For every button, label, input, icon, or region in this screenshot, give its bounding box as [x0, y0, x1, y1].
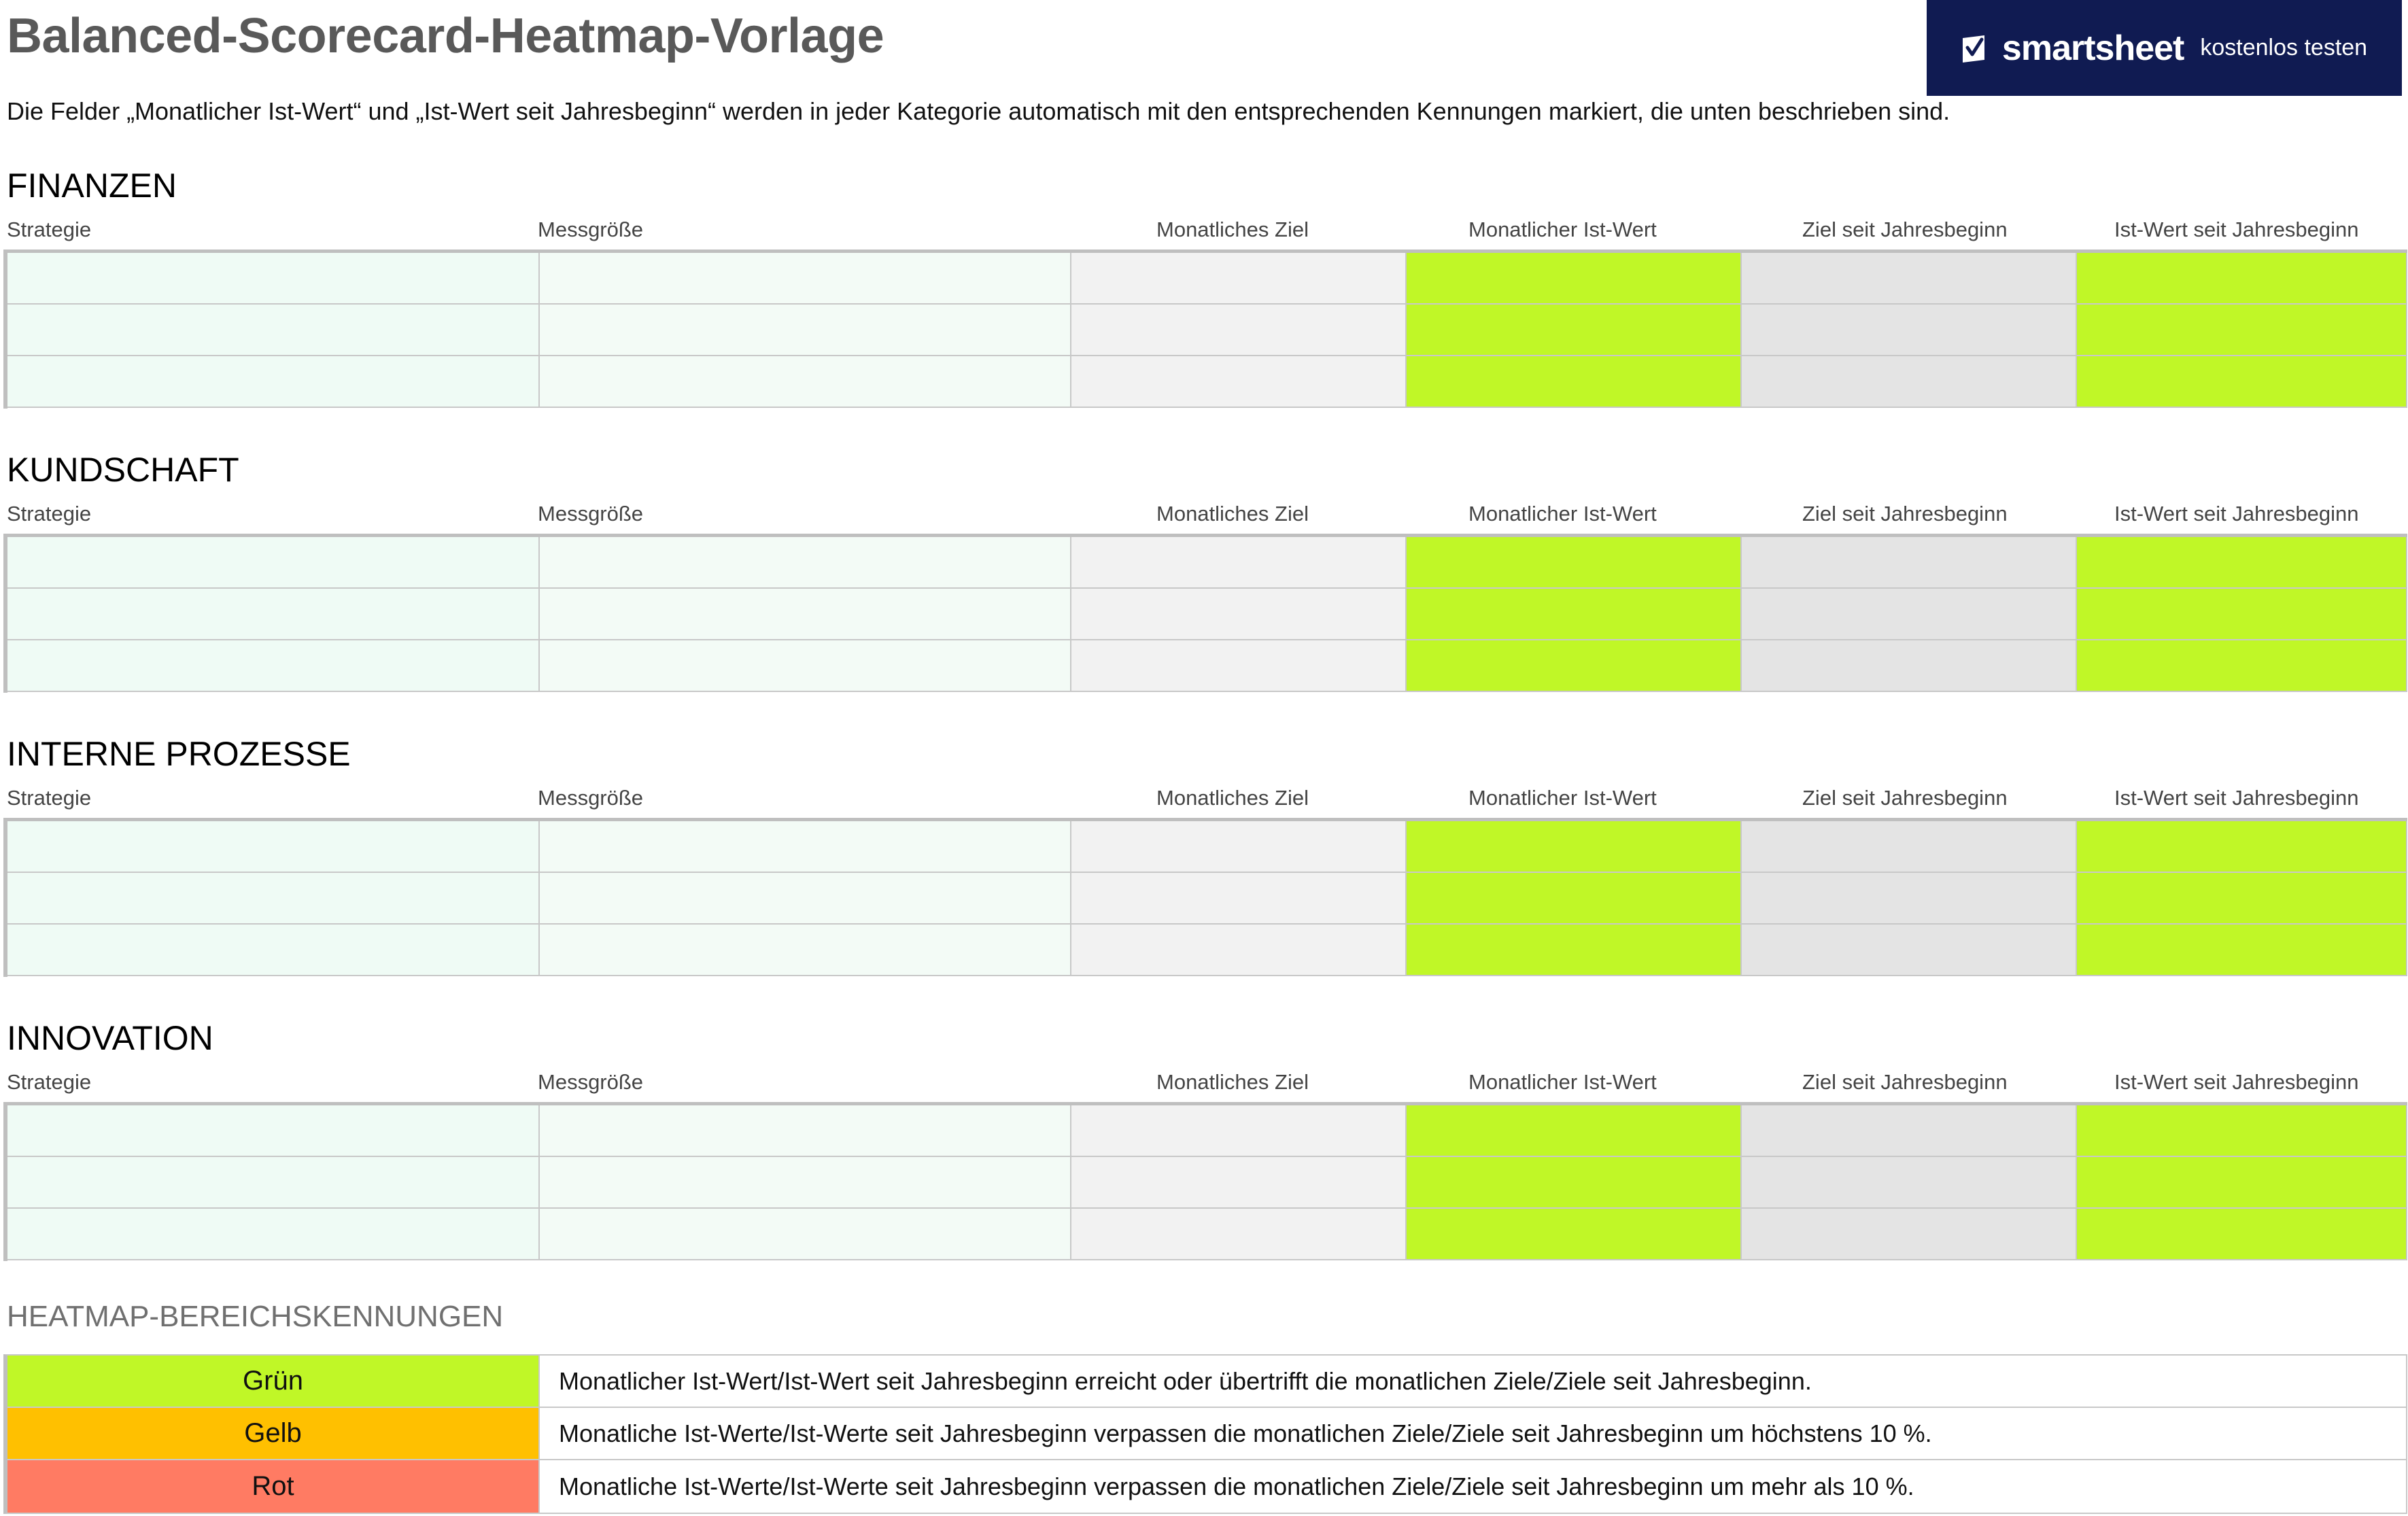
cell-monatlicher-ist-wert[interactable]	[1407, 253, 1742, 305]
column-headers	[0, 218, 2408, 245]
header-messgroesse: Messgröße	[538, 502, 644, 526]
header-ist-wert-seit-jahresbeginn: Ist-Wert seit Jahresbeginn	[2114, 1070, 2359, 1094]
legend-label-gruen: Grün	[7, 1356, 540, 1407]
scorecard-grid	[3, 249, 2407, 409]
column-headers	[0, 502, 2408, 529]
cell-messgroesse[interactable]	[540, 305, 1071, 356]
column-headers	[0, 786, 2408, 813]
header-monatliches-ziel: Monatliches Ziel	[1156, 502, 1309, 526]
smartsheet-logo-icon	[1961, 33, 1990, 64]
cell-monatliches-ziel[interactable]	[1071, 1105, 1407, 1157]
table-row	[7, 1157, 2407, 1209]
table-row	[7, 253, 2407, 305]
smartsheet-brand: smartsheet	[2001, 28, 2184, 68]
page-description: Die Felder „Monatlicher Ist-Wert“ und „Ist-Wert seit Jahresbeginn“ werden in jeder Kategorie automatisch mit den entsprechenden Kennungen markiert, die unten beschrieben sind.	[7, 97, 1950, 125]
cell-monatlicher-ist-wert[interactable]	[1407, 305, 1742, 356]
section-title: FINANZEN	[7, 167, 177, 205]
cell-ziel-seit-jahresbeginn[interactable]	[1742, 537, 2077, 589]
smartsheet-cta-button[interactable]	[1927, 0, 2402, 96]
header-monatlicher-ist-wert: Monatlicher Ist-Wert	[1468, 1070, 1657, 1094]
legend-label-rot: Rot	[7, 1460, 540, 1513]
cell-messgroesse[interactable]	[540, 1157, 1071, 1209]
cell-ist-wert-seit-jahresbeginn[interactable]	[2077, 305, 2407, 356]
cell-monatlicher-ist-wert[interactable]	[1407, 821, 1742, 873]
cell-ziel-seit-jahresbeginn[interactable]	[1742, 1105, 2077, 1157]
cell-monatliches-ziel[interactable]	[1071, 589, 1407, 640]
header-monatlicher-ist-wert: Monatlicher Ist-Wert	[1468, 502, 1657, 526]
heatmap-legend	[3, 1354, 2407, 1514]
cell-ziel-seit-jahresbeginn[interactable]	[1742, 253, 2077, 305]
cell-strategie[interactable]	[7, 640, 540, 692]
header-strategie: Strategie	[7, 502, 92, 526]
cell-monatliches-ziel[interactable]	[1071, 1157, 1407, 1209]
cell-ist-wert-seit-jahresbeginn[interactable]	[2077, 925, 2407, 976]
cell-monatliches-ziel[interactable]	[1071, 253, 1407, 305]
cell-ist-wert-seit-jahresbeginn[interactable]	[2077, 253, 2407, 305]
table-row	[7, 589, 2407, 640]
cell-strategie[interactable]	[7, 356, 540, 408]
table-row	[7, 356, 2407, 408]
cell-messgroesse[interactable]	[540, 873, 1071, 925]
table-row	[7, 1209, 2407, 1260]
cell-ist-wert-seit-jahresbeginn[interactable]	[2077, 640, 2407, 692]
cell-ziel-seit-jahresbeginn[interactable]	[1742, 356, 2077, 408]
cell-ist-wert-seit-jahresbeginn[interactable]	[2077, 821, 2407, 873]
table-row	[7, 640, 2407, 692]
cell-ziel-seit-jahresbeginn[interactable]	[1742, 1209, 2077, 1260]
cell-monatliches-ziel[interactable]	[1071, 640, 1407, 692]
cell-monatlicher-ist-wert[interactable]	[1407, 356, 1742, 408]
section-title: INNOVATION	[7, 1019, 213, 1057]
cell-ziel-seit-jahresbeginn[interactable]	[1742, 925, 2077, 976]
header-ziel-seit-jahresbeginn: Ziel seit Jahresbeginn	[1802, 1070, 2008, 1094]
table-row	[7, 1105, 2407, 1157]
cell-ziel-seit-jahresbeginn[interactable]	[1742, 1157, 2077, 1209]
cell-messgroesse[interactable]	[540, 1209, 1071, 1260]
cell-monatlicher-ist-wert[interactable]	[1407, 1105, 1742, 1157]
cell-strategie[interactable]	[7, 873, 540, 925]
legend-description-gruen: Monatlicher Ist-Wert/Ist-Wert seit Jahresbeginn erreicht oder übertrifft die monatlichen Ziele/Ziele seit Jahresbeginn.	[559, 1366, 1812, 1395]
cell-strategie[interactable]	[7, 1105, 540, 1157]
cell-ist-wert-seit-jahresbeginn[interactable]	[2077, 356, 2407, 408]
cell-ist-wert-seit-jahresbeginn[interactable]	[2077, 1105, 2407, 1157]
cell-ziel-seit-jahresbeginn[interactable]	[1742, 305, 2077, 356]
header-ziel-seit-jahresbeginn: Ziel seit Jahresbeginn	[1802, 786, 2008, 810]
header-ziel-seit-jahresbeginn: Ziel seit Jahresbeginn	[1802, 218, 2008, 241]
cell-monatlicher-ist-wert[interactable]	[1407, 1157, 1742, 1209]
legend-label-gelb: Gelb	[7, 1408, 540, 1459]
cell-monatlicher-ist-wert[interactable]	[1407, 873, 1742, 925]
cell-messgroesse[interactable]	[540, 537, 1071, 589]
cta-label: kostenlos testen	[2200, 35, 2368, 61]
header-messgroesse: Messgröße	[538, 218, 644, 241]
cell-monatliches-ziel[interactable]	[1071, 537, 1407, 589]
header-strategie: Strategie	[7, 218, 92, 241]
scorecard-grid	[3, 1102, 2407, 1261]
cell-monatliches-ziel[interactable]	[1071, 305, 1407, 356]
section-title: INTERNE PROZESSE	[7, 735, 351, 773]
header-monatliches-ziel: Monatliches Ziel	[1156, 786, 1309, 810]
cell-monatlicher-ist-wert[interactable]	[1407, 640, 1742, 692]
table-row	[7, 925, 2407, 976]
cell-strategie[interactable]	[7, 589, 540, 640]
cell-messgroesse[interactable]	[540, 640, 1071, 692]
legend-row-rot	[7, 1460, 2406, 1513]
cell-monatlicher-ist-wert[interactable]	[1407, 537, 1742, 589]
scorecard-grid	[3, 818, 2407, 977]
cell-messgroesse[interactable]	[540, 925, 1071, 976]
legend-description-rot: Monatliche Ist-Werte/Ist-Werte seit Jahresbeginn verpassen die monatlichen Ziele/Ziele seit Jahresbeginn um mehr als 10 %.	[559, 1472, 1914, 1500]
cell-ist-wert-seit-jahresbeginn[interactable]	[2077, 873, 2407, 925]
cell-messgroesse[interactable]	[540, 356, 1071, 408]
cell-monatliches-ziel[interactable]	[1071, 873, 1407, 925]
cell-ist-wert-seit-jahresbeginn[interactable]	[2077, 1157, 2407, 1209]
header-messgroesse: Messgröße	[538, 786, 644, 810]
cell-monatliches-ziel[interactable]	[1071, 1209, 1407, 1260]
page-title: Balanced-Scorecard-Heatmap-Vorlage	[7, 9, 884, 63]
table-row	[7, 821, 2407, 873]
cell-messgroesse[interactable]	[540, 821, 1071, 873]
header-monatliches-ziel: Monatliches Ziel	[1156, 218, 1309, 241]
header-ziel-seit-jahresbeginn: Ziel seit Jahresbeginn	[1802, 502, 2008, 526]
table-row	[7, 305, 2407, 356]
table-row	[7, 537, 2407, 589]
cell-monatliches-ziel[interactable]	[1071, 925, 1407, 976]
cell-ziel-seit-jahresbeginn[interactable]	[1742, 640, 2077, 692]
header-ist-wert-seit-jahresbeginn: Ist-Wert seit Jahresbeginn	[2114, 218, 2359, 241]
cell-ist-wert-seit-jahresbeginn[interactable]	[2077, 537, 2407, 589]
header-monatlicher-ist-wert: Monatlicher Ist-Wert	[1468, 218, 1657, 241]
cell-strategie[interactable]	[7, 537, 540, 589]
cell-monatlicher-ist-wert[interactable]	[1407, 1209, 1742, 1260]
header-monatlicher-ist-wert: Monatlicher Ist-Wert	[1468, 786, 1657, 810]
cell-strategie[interactable]	[7, 925, 540, 976]
header-strategie: Strategie	[7, 786, 92, 810]
header-monatliches-ziel: Monatliches Ziel	[1156, 1070, 1309, 1094]
table-row	[7, 873, 2407, 925]
cell-messgroesse[interactable]	[540, 589, 1071, 640]
cell-monatliches-ziel[interactable]	[1071, 356, 1407, 408]
column-headers	[0, 1070, 2408, 1097]
cell-strategie[interactable]	[7, 1209, 540, 1260]
cell-ist-wert-seit-jahresbeginn[interactable]	[2077, 589, 2407, 640]
header-ist-wert-seit-jahresbeginn: Ist-Wert seit Jahresbeginn	[2114, 786, 2359, 810]
cell-strategie[interactable]	[7, 253, 540, 305]
cell-ziel-seit-jahresbeginn[interactable]	[1742, 589, 2077, 640]
cell-strategie[interactable]	[7, 1157, 540, 1209]
cell-strategie[interactable]	[7, 305, 540, 356]
legend-description-gelb: Monatliche Ist-Werte/Ist-Werte seit Jahresbeginn verpassen die monatlichen Ziele/Ziele seit Jahresbeginn um höchstens 10 %.	[559, 1419, 1932, 1447]
cell-ist-wert-seit-jahresbeginn[interactable]	[2077, 1209, 2407, 1260]
cell-ziel-seit-jahresbeginn[interactable]	[1742, 821, 2077, 873]
cell-ziel-seit-jahresbeginn[interactable]	[1742, 873, 2077, 925]
header-strategie: Strategie	[7, 1070, 92, 1094]
cell-strategie[interactable]	[7, 821, 540, 873]
section-title: KUNDSCHAFT	[7, 451, 239, 489]
header-messgroesse: Messgröße	[538, 1070, 644, 1094]
cell-monatlicher-ist-wert[interactable]	[1407, 589, 1742, 640]
cell-monatlicher-ist-wert[interactable]	[1407, 925, 1742, 976]
scorecard-grid	[3, 534, 2407, 693]
header-ist-wert-seit-jahresbeginn: Ist-Wert seit Jahresbeginn	[2114, 502, 2359, 526]
legend-row-gelb	[7, 1408, 2406, 1460]
legend-title: HEATMAP-BEREICHSKENNUNGEN	[7, 1300, 504, 1333]
legend-row-gruen	[7, 1356, 2406, 1408]
cell-messgroesse[interactable]	[540, 1105, 1071, 1157]
cell-monatliches-ziel[interactable]	[1071, 821, 1407, 873]
cell-messgroesse[interactable]	[540, 253, 1071, 305]
